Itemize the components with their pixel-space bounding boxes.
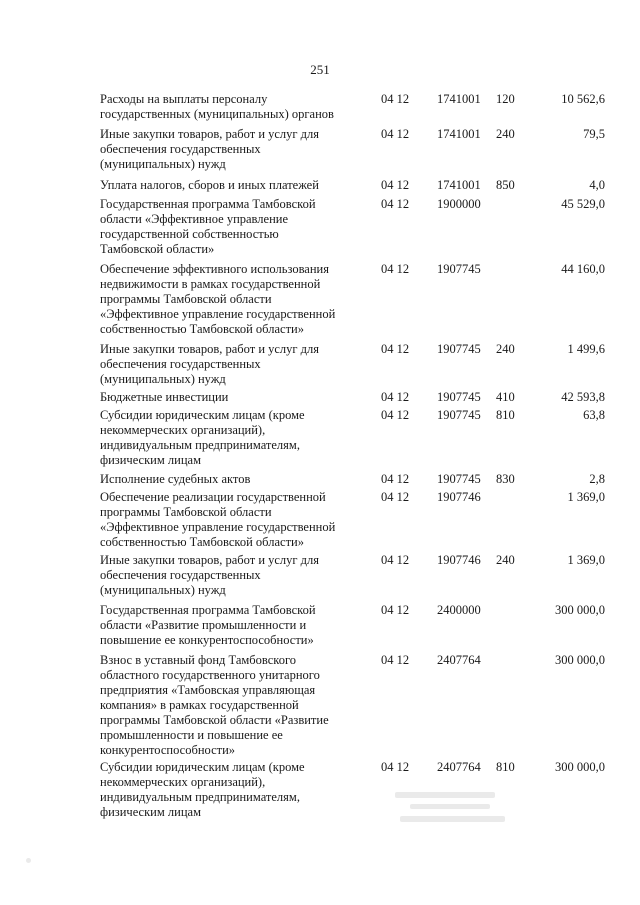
page-number: 251 [310, 62, 330, 77]
row-amount: 4,0 [589, 178, 605, 192]
row-type: 830 [496, 472, 515, 486]
row-target-code: 1741001 [437, 127, 481, 141]
row-amount: 45 529,0 [561, 197, 605, 211]
scan-smudge [395, 792, 495, 798]
table-row [100, 127, 605, 172]
table-row [100, 390, 605, 405]
row-type: 240 [496, 553, 515, 567]
row-section: 04 12 [381, 603, 410, 617]
row-target-code: 1907745 [437, 408, 481, 422]
row-section: 04 12 [381, 197, 410, 211]
row-section: 04 12 [381, 127, 410, 141]
table-row [100, 490, 605, 550]
row-amount: 1 499,6 [567, 342, 605, 356]
row-type: 410 [496, 390, 515, 404]
row-section: 04 12 [381, 472, 410, 486]
row-amount: 42 593,8 [561, 390, 605, 404]
row-description: Субсидии юридическим лицам (кроме некоммерческих организаций), индивидуальным предпринимателям, физическим лицам [100, 760, 305, 819]
row-amount: 300 000,0 [555, 653, 605, 667]
row-type: 240 [496, 127, 515, 141]
row-amount: 300 000,0 [555, 603, 605, 617]
row-description: Государственная программа Тамбовской области «Эффективное управление государственной собственностью Тамбовской области» [100, 197, 316, 256]
row-description: Обеспечение эффективного использования недвижимости в рамках государственной программы Тамбовской области «Эффективное управление государственной собственностью Тамбовской области» [100, 262, 336, 336]
row-type: 850 [496, 178, 515, 192]
table-row [100, 197, 605, 257]
row-description: Исполнение судебных актов [100, 472, 251, 486]
row-amount: 1 369,0 [567, 490, 605, 504]
row-amount: 79,5 [583, 127, 605, 141]
row-amount: 2,8 [589, 472, 605, 486]
row-target-code: 1907746 [437, 553, 481, 567]
table-row [100, 760, 605, 820]
row-section: 04 12 [381, 760, 410, 774]
table-row [100, 178, 605, 193]
scan-smudge [26, 858, 31, 863]
table-row [100, 342, 605, 387]
row-target-code: 2407764 [437, 653, 481, 667]
table-row [100, 408, 605, 468]
row-amount: 63,8 [583, 408, 605, 422]
row-description: Бюджетные инвестиции [100, 390, 229, 404]
scan-smudge [400, 816, 505, 822]
row-description: Субсидии юридическим лицам (кроме некоммерческих организаций), индивидуальным предпринимателям, физическим лицам [100, 408, 305, 467]
row-description: Иные закупки товаров, работ и услуг для обеспечения государственных (муниципальных) нужд [100, 127, 320, 171]
row-target-code: 2407764 [437, 760, 481, 774]
table-row [100, 653, 605, 758]
row-section: 04 12 [381, 390, 410, 404]
row-target-code: 1907745 [437, 472, 481, 486]
row-section: 04 12 [381, 653, 410, 667]
row-type: 120 [496, 92, 515, 106]
row-target-code: 1741001 [437, 178, 481, 192]
row-section: 04 12 [381, 342, 410, 356]
row-section: 04 12 [381, 262, 410, 276]
row-description: Расходы на выплаты персоналу государственных (муниципальных) органов [100, 92, 334, 121]
row-target-code: 1907746 [437, 490, 481, 504]
table-row [100, 553, 605, 598]
row-type: 240 [496, 342, 515, 356]
row-amount: 10 562,6 [561, 92, 605, 106]
row-description: Иные закупки товаров, работ и услуг для обеспечения государственных (муниципальных) нужд [100, 342, 320, 386]
scan-smudge [410, 804, 490, 809]
row-section: 04 12 [381, 178, 410, 192]
row-amount: 300 000,0 [555, 760, 605, 774]
row-description: Взнос в уставный фонд Тамбовского областного государственного унитарного предприятия «Тамбовская управляющая компания» в рамках государственной программы Тамбовской области «Развитие промышленности и повышение ее конкурентоспособности» [100, 653, 329, 757]
row-section: 04 12 [381, 92, 410, 106]
row-amount: 44 160,0 [561, 262, 605, 276]
row-type: 810 [496, 408, 515, 422]
row-type: 810 [496, 760, 515, 774]
row-description: Иные закупки товаров, работ и услуг для обеспечения государственных (муниципальных) нужд [100, 553, 320, 597]
row-amount: 1 369,0 [567, 553, 605, 567]
row-target-code: 1907745 [437, 342, 481, 356]
row-target-code: 1907745 [437, 262, 481, 276]
row-target-code: 2400000 [437, 603, 481, 617]
row-target-code: 1900000 [437, 197, 481, 211]
table-row [100, 472, 605, 487]
row-target-code: 1741001 [437, 92, 481, 106]
row-section: 04 12 [381, 408, 410, 422]
table-row [100, 92, 605, 122]
row-section: 04 12 [381, 553, 410, 567]
row-section: 04 12 [381, 490, 410, 504]
row-target-code: 1907745 [437, 390, 481, 404]
row-description: Уплата налогов, сборов и иных платежей [100, 178, 319, 192]
table-row [100, 262, 605, 337]
row-description: Государственная программа Тамбовской области «Развитие промышленности и повышение ее конкурентоспособности» [100, 603, 316, 647]
table-row [100, 603, 605, 648]
row-description: Обеспечение реализации государственной программы Тамбовской области «Эффективное управление государственной собственностью Тамбовской области» [100, 490, 336, 549]
